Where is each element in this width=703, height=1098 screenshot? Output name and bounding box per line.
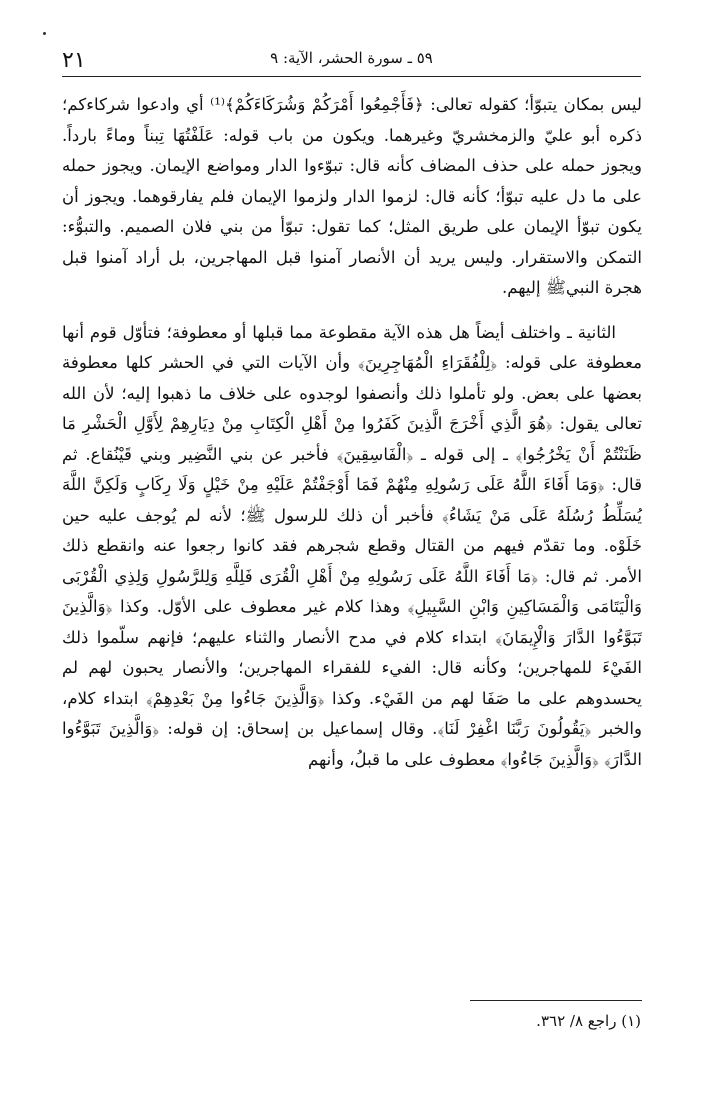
scan-speck (43, 32, 46, 35)
footnote-separator (470, 1000, 642, 1001)
page-number: ٢١ (62, 48, 86, 73)
paragraph-second-issue: الثانية ـ واختلف أيضاً هل هذه الآية مقطوعة مما قبلها أو معطوفة؛ فتأوّل قوم أنها معطوفة على قوله: ﴿لِلْفُقَرَاءِ الْمُهَاجِرِينَ﴾ وأن الآيات التي في الحشر كلها معطوفة بعضها على بعض. ولو تأملوا ذلك وأنصفوا لوجدوه على خلاف ما ذهبوا إليه؛ لأن الله تعالى يقول: ﴿هُوَ الَّذِي أَخْرَجَ الَّذِينَ كَفَرُوا مِنْ أَهْلِ الْكِتَابِ مِنْ دِيَارِهِمْ لِأَوَّلِ الْحَشْرِ مَا ظَنَنْتُمْ أَنْ يَخْرُجُوا﴾ ـ إلى قوله ـ ﴿الْفَاسِقِينَ﴾ فأخبر عن بني النَّضِير وبني قَيْنُقاع. ثم قال: ﴿وَمَا أَفَاءَ اللَّهُ عَلَى رَسُولِهِ مِنْهُمْ فَمَا أَوْجَفْتُمْ عَلَيْهِ مِنْ خَيْلٍ وَلَا رِكَابٍ وَلَكِنَّ اللَّهَ يُسَلِّطُ رُسُلَهُ عَلَى مَنْ يَشَاءُ﴾ فأخبر أن ذلك للرسول ﷺ؛ لأنه لم يُوجف عليه حين خَلَوْه. وما تقدّم فيهم من القتال وقطع شجرهم فقد كانوا رجعوا عنه وانقطع ذلك الأمر. ثم قال: ﴿مَا أَفَاءَ اللَّهُ عَلَى رَسُولِهِ مِنْ أَهْلِ الْقُرَى فَلِلَّهِ وَلِلرَّسُولِ وَلِذِي الْقُرْبَى وَالْيَتَامَى وَالْمَسَاكِينِ وَابْنِ السَّبِيلِ﴾ وهذا كلام غير معطوف على الأوّل. وكذا ﴿وَالَّذِينَ تَبَوَّءُوا الدَّارَ وَالْإِيمَانَ﴾ ابتداء كلام في مدح الأنصار والثناء عليهم؛ فإنهم سلّموا ذلك الفَيْءَ للمهاجرين؛ وكأنه قال: الفيء للفقراء المهاجرين؛ والأنصار يحبون لهم لم يحسدوهم على ما صَفَا لهم من الفَيْء. وكذا ﴿وَالَّذِينَ جَاءُوا مِنْ بَعْدِهِمْ﴾ ابتداء كلام، والخبر ﴿يَقُولُونَ رَبَّنَا اغْفِرْ لَنَا﴾. وقال إسماعيل بن إسحاق: إن قوله: ﴿وَالَّذِينَ تَبَوَّءُوا الدَّارَ﴾ ﴿وَالَّذِينَ جَاءُوا﴾ معطوف على ما قبلُ، وأنهم (62, 322, 642, 769)
main-text (62, 90, 642, 775)
paragraph-continuation: ليس بمكان يتبوّأ؛ كقوله تعالى: ﴿فَأَجْمِعُوا أَمْرَكُمْ وَشُرَكَاءَكُمْ﴾⁽¹⁾ أي وادعوا شركاءكم؛ ذكره أبو عليّ والزمخشريّ وغيرهما. ويكون من باب قوله: عَلَفْتُهَا تِبناً وماءً بارداً. ويجوز حمله على حذف المضاف كأنه قال: تبوّءوا الدار ومواضع الإيمان. ويجوز حمله على ما دل عليه تبوّأ؛ كأنه قال: لزموا الدار ولزموا الإيمان فلم يفارقوهما. ويجوز أن يكون تبوّأ الإيمان على طريق المثل؛ كما تقول: تبوّأ من بني فلان الصميم. والتبوُّء: التمكن والاستقرار. وليس يريد أن الأنصار آمنوا قبل المهاجرين، بل أراد آمنوا قبل هجرة النبيﷺ إليهم. (62, 95, 642, 297)
page-header (62, 42, 641, 77)
footnote: (١) راجع ٨/ ٣٦٢. (536, 1012, 641, 1030)
running-head: ٥٩ ـ سورة الحشر، الآية: ٩ (270, 49, 433, 67)
